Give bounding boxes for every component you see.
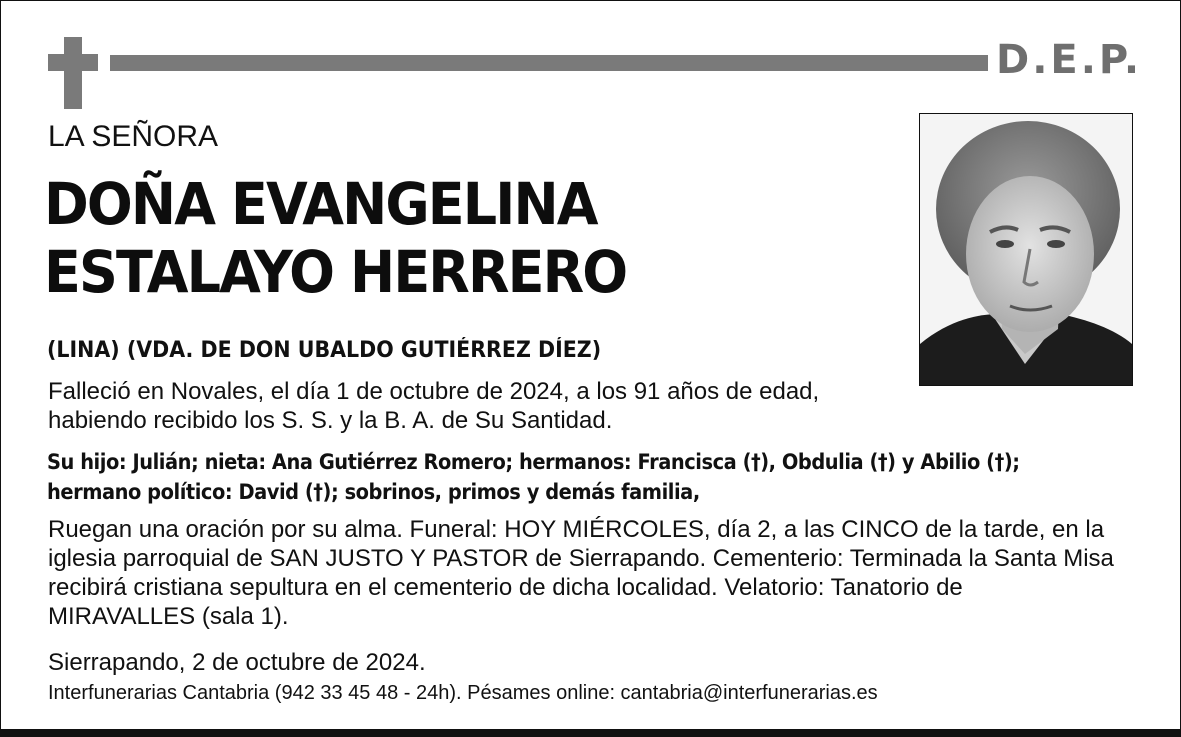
death-line: habiendo recibido los S. S. y la B. A. de Su Santidad.: [48, 407, 613, 434]
service-line: Ruegan una oración por su alma. Funeral: HOY MIÉRCOLES, día 2, a las CINCO de la tarde, en la: [48, 516, 1105, 543]
name-line-2: ESTALAYO HERRERO: [44, 238, 627, 306]
dep-label: D.E.P.: [996, 37, 1143, 83]
service-line: MIRAVALLES (sala 1).: [48, 603, 289, 630]
portrait-photo: [919, 113, 1133, 386]
service-line: recibirá cristiana sepultura en el cementerio de dicha localidad. Velatorio: Tanatorio de: [48, 574, 963, 601]
name-line-1: DOÑA EVANGELINA: [44, 170, 597, 238]
death-line: Falleció en Novales, el día 1 de octubre de 2024, a los 91 años de edad,: [48, 378, 820, 405]
family-list: [47, 447, 1020, 507]
funeral-home-contact: Interfunerarias Cantabria (942 33 45 48 - 24h). Pésames online: cantabria@interfunerarias.es: [48, 682, 878, 704]
death-details: [48, 377, 819, 435]
place-date: [48, 648, 426, 677]
kicker-title: LA SEÑORA: [48, 120, 219, 153]
place-date-text: Sierrapando, 2 de octubre de 2024.: [48, 649, 426, 676]
deceased-name: [44, 170, 626, 306]
service-details: [48, 515, 1114, 631]
cross-icon: [48, 37, 98, 109]
deceased-alias: (LINA) (VDA. DE DON UBALDO GUTIÉRREZ DÍEZ): [47, 338, 602, 363]
bottom-rule: [0, 729, 1181, 737]
service-line: iglesia parroquial de SAN JUSTO Y PASTOR de Sierrapando. Cementerio: Terminada la Santa Misa: [48, 545, 1114, 572]
family-line: Su hijo: Julián; nieta: Ana Gutiérrez Romero; hermanos: Francisca (†), Obdulia (†) y Abilio (†);: [47, 450, 1020, 474]
header-rule: [110, 55, 988, 71]
family-line: hermano político: David (†); sobrinos, primos y demás familia,: [47, 480, 700, 504]
